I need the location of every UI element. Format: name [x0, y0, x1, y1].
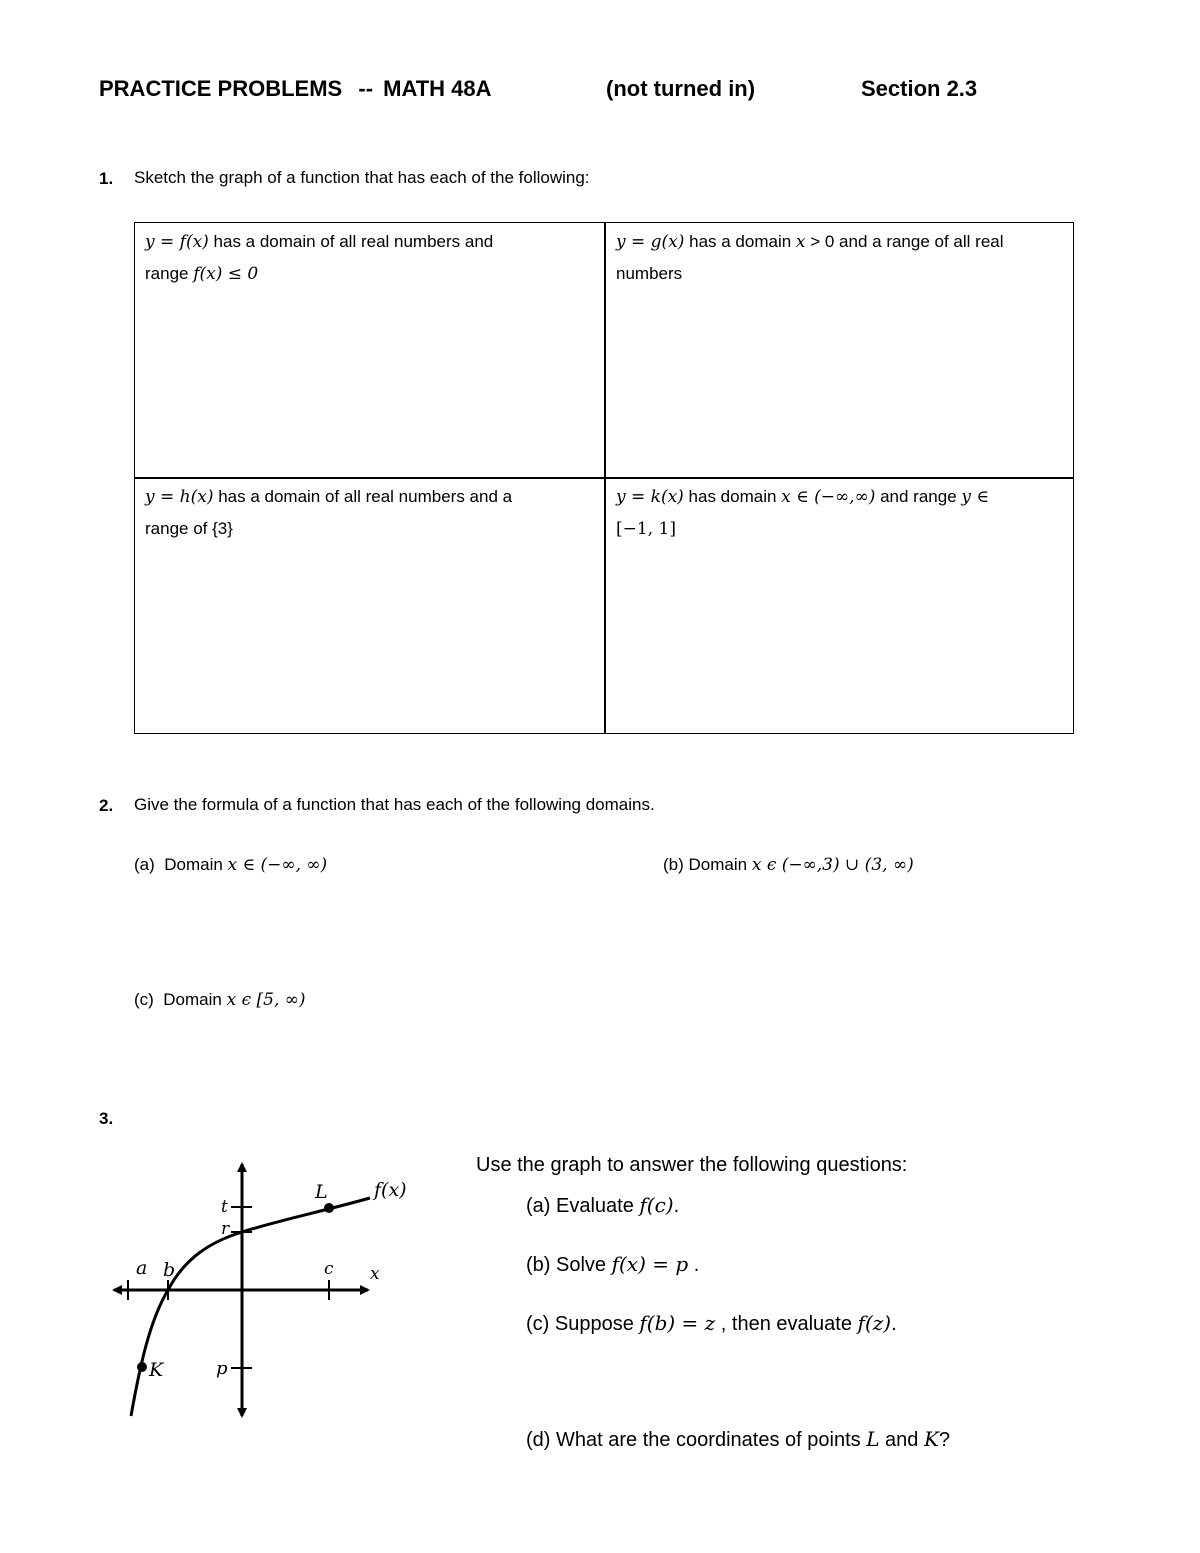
label-function: f(x) — [374, 1179, 407, 1201]
label-a: a — [136, 1257, 148, 1279]
question-2-prompt: Give the formula of a function that has each of the following domains. — [134, 795, 655, 814]
function-graph — [100, 1150, 420, 1430]
table-cell-h[interactable]: y = h(x) has a domain of all real numbers and a range of {3} — [145, 487, 513, 538]
question-3-intro: Use the graph to answer the following questions: — [476, 1154, 908, 1176]
section-label: Section 2.3 — [861, 76, 978, 101]
question-1-number: 1. — [99, 169, 114, 188]
question-2c: (c) Domain x ϵ [5, ∞) — [134, 990, 306, 1010]
course-name: MATH 48A — [383, 76, 492, 101]
table-cell-f[interactable]: y = f(x) has a domain of all real numbers and range f(x) ≤ 0 — [145, 232, 494, 284]
question-3c: (c) Suppose f(b) = z , then evaluate f(z). — [526, 1311, 897, 1335]
sketch-table — [134, 222, 1074, 734]
label-p: p — [216, 1358, 228, 1379]
question-3a: (a) Evaluate f(c). — [526, 1193, 680, 1217]
title-separator: -- — [358, 76, 374, 101]
label-x: x — [370, 1264, 380, 1284]
question-2b: (b) Domain x ϵ (−∞,3) ∪ (3, ∞) — [663, 855, 914, 875]
label-c: c — [324, 1259, 334, 1279]
question-3d: (d) What are the coordinates of points L and K? — [526, 1427, 951, 1451]
label-b: b — [163, 1259, 176, 1281]
label-r: r — [221, 1219, 230, 1239]
question-3-number: 3. — [99, 1109, 114, 1128]
table-cell-k[interactable]: y = k(x) has domain x ∈ (−∞,∞) and range y ∈ [−1, 1] — [616, 487, 989, 539]
question-1-prompt: Sketch the graph of a function that has each of the following: — [134, 168, 590, 187]
table-cell-g[interactable]: y = g(x) has a domain x > 0 and a range of all real numbers — [616, 232, 1004, 283]
label-L: L — [315, 1181, 328, 1203]
label-t: t — [221, 1197, 228, 1217]
title-text: PRACTICE PROBLEMS — [99, 76, 343, 101]
worksheet-title — [99, 76, 492, 102]
point-L — [324, 1203, 334, 1213]
question-2a: (a) Domain x ∈ (−∞, ∞) — [134, 855, 328, 875]
point-K — [137, 1362, 147, 1372]
question-2-number: 2. — [99, 796, 114, 815]
function-curve — [131, 1198, 370, 1416]
label-K: K — [149, 1359, 164, 1381]
question-3b: (b) Solve f(x) = p . — [526, 1252, 700, 1276]
not-turned-in-note: (not turned in) — [606, 76, 756, 101]
